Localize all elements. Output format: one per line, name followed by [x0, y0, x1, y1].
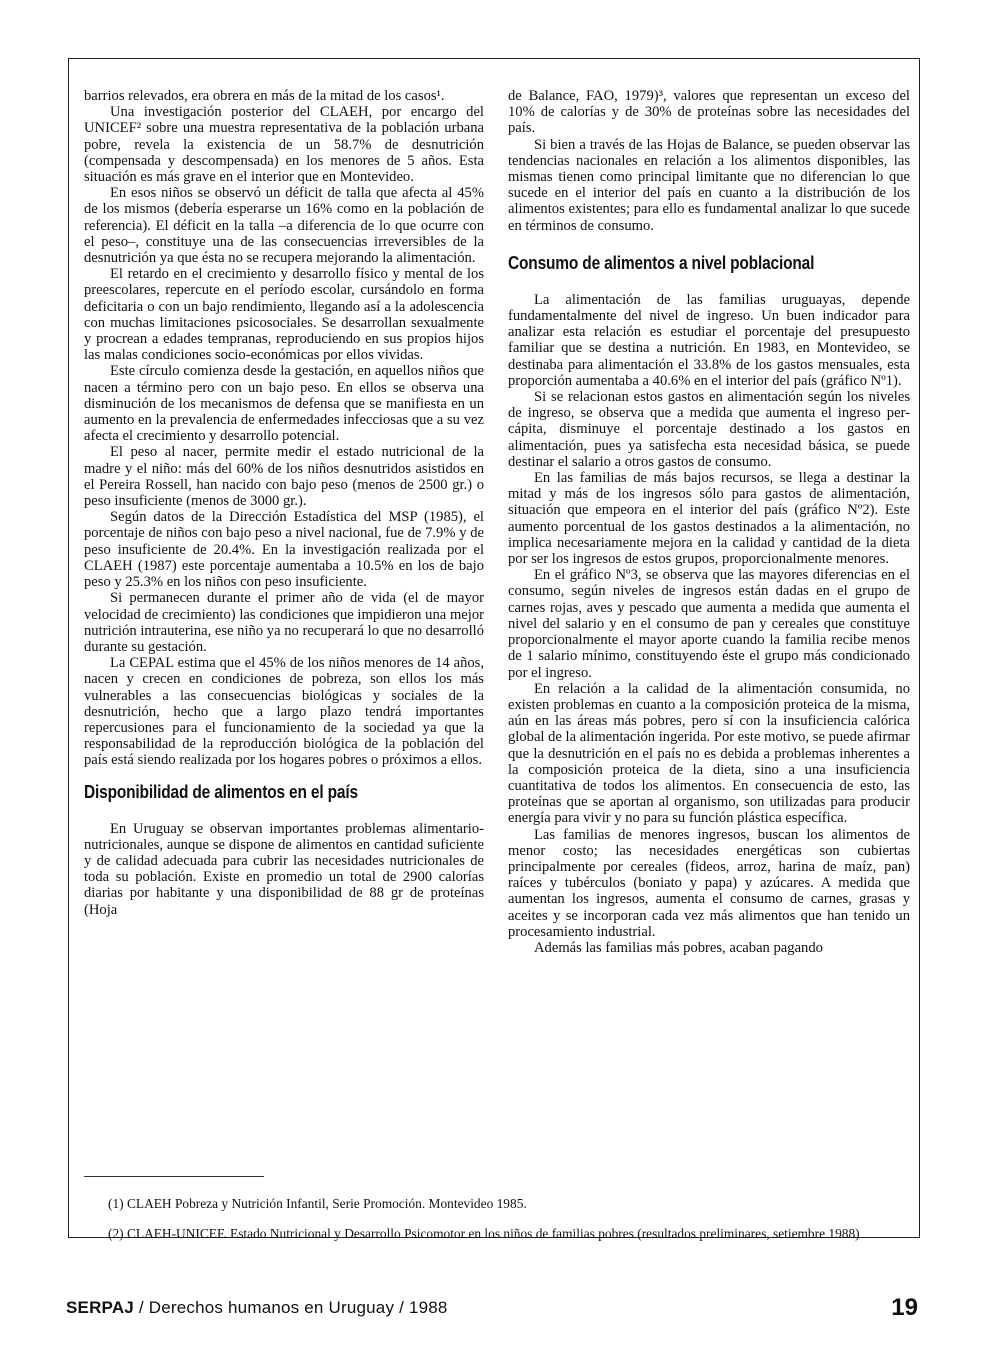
paragraph: Si se relacionan estos gastos en alimentación según los niveles de ingreso, se observa que a medida que aumenta el ingreso per-cápita, disminuye el porcentaje destinado a los gastos en alimentación, pues ya satisfecha esta necesidad básica, se puede destinar el salario a otros gastos de consumo. — [508, 389, 910, 470]
section-heading-consumo: Consumo de alimentos a nivel poblacional — [508, 252, 815, 273]
right-column — [508, 88, 910, 956]
section-heading-disponibilidad: Disponibilidad de alimentos en el país — [84, 781, 358, 802]
paragraph: En el gráfico Nº3, se observa que las mayores diferencias en el consumo, según niveles de ingresos están dadas en el grupo de carnes rojas, aves y pescado que aumenta a medida que aumenta el nivel del salario y en el consumo de pan y cereales que constituye proporcionalmente el mayor aporte cuando la familia recibe menos de 1 salario mínimo, constituyendo éste el grupo más condicionado por el ingreso. — [508, 567, 910, 681]
paragraph: En Uruguay se observan importantes problemas alimentario-nutricionales, aunque se dispone de alimentos en cantidad suficiente y de calidad adecuada para cubrir las necesidades nutricionales de toda su población. Existe en promedio un total de 2900 calorías diarias por habitante y una disponibilidad de 88 gr de proteínas (Hoja — [84, 820, 484, 918]
paragraph: La alimentación de las familias uruguayas, depende fundamentalmente del nivel de ingreso. Un buen indicador para analizar esta relación es estudiar el porcentaje del presupuesto familiar que se destina a nutrición. En 1983, en Montevideo, se destinaba para alimentación el 33.8% de los gastos mensuales, esta proporción aumentaba a 40.6% en el interior del país (gráfico Nº1). — [508, 291, 910, 389]
page-footer — [66, 1294, 920, 1321]
paragraph: Este círculo comienza desde la gestación, en aquellos niños que nacen a término pero con un bajo peso. En ellos se observa una disminución de los mecanismos de defensa que se manifiesta en un aumento en la prevalencia de enfermedades infecciosas que a su vez afecta el crecimiento y desarrollo potencial. — [84, 363, 484, 445]
paragraph: Además las familias más pobres, acaban pagando — [534, 939, 823, 956]
footer-publication: / Derechos humanos en Uruguay / 1988 — [133, 1298, 448, 1317]
footnote-divider — [84, 1176, 264, 1177]
paragraph: En relación a la calidad de la alimentación consumida, no existen problemas en cuanto a la composición proteica de la misma, aún en las áreas más pobres, pero sí con la insuficiencia calórica global de la alimentación ingerida. Por este motivo, se puede afirmar que la desnutrición en el país no es debida a problemas inherentes a la composición proteica de la dieta, sino a una insuficiencia cuantitativa de todos los alimentos. En consecuencia de esto, las proteínas que se aportan al organismo, son utilizadas para producir energía para vivir y no para su función plástica específica. — [508, 680, 911, 827]
footer-title — [66, 1298, 448, 1317]
paragraph: Las familias de menores ingresos, buscan los alimentos de menor costo; las necesidades energéticas son cubiertas principalmente por cereales (fideos, arroz, harina de maíz, pan) raíces y tubérculos (boniato y papa) y azúcares. A medida que aumentan los ingresos, aumenta el consumo de carnes, grasas y aceites y se incorporan cada vez más alimentos que han tenido un procesamiento industrial. — [508, 826, 910, 940]
paragraph: de Balance, FAO, 1979)³, valores que representan un exceso del 10% de calorías y de 30% de proteínas sobre las necesidades del país. — [508, 88, 910, 137]
paragraph: Si permanecen durante el primer año de vida (el de mayor velocidad de crecimiento) las condiciones que impidieron una mejor nutrición intrauterina, ese niño ya no recuperará lo que no desarrolló durante su gestación. — [84, 590, 484, 655]
left-column — [84, 88, 484, 918]
paragraph: Una investigación posterior del CLAEH, por encargo del UNICEF² sobre una muestra representativa de la población urbana pobre, revela la existencia de un 58.7% de desnutrición (compensada y descompensada) en los menores de 5 años. Esta situación es más grave en el interior que en Montevideo. — [84, 104, 484, 186]
paragraph: Si bien a través de las Hojas de Balance, se pueden observar las tendencias nacionales en relación a los alimentos disponibles, las mismas tienen como principal limitante que no diferencian lo que sucede en el interior del país en cuanto a la distribución de los alimentos existentes; para ello es fundamental analizar lo que sucede en términos de consumo. — [508, 136, 910, 234]
paragraph: Según datos de la Dirección Estadística del MSP (1985), el porcentaje de niños con bajo peso a nivel nacional, fue de 7.9% y de peso insuficiente de 20.4%. En la investigación realizada por el CLAEH (1987) este porcentaje aumentaba a 10.5% en los de bajo peso y 25.3% en los niños con peso insuficiente. — [84, 509, 484, 591]
paragraph: En las familias de más bajos recursos, se llega a destinar la mitad y más de los ingresos sólo para gastos de alimentación, situación que empeora en el interior del país (gráfico Nº2). Este aumento porcentual de los gastos destinados a la alimentación, no implica necesariamente mejora en la calidad y cantidad de la dieta por ser los ingresos de estos grupos, proporcionalmente menores. — [508, 470, 910, 568]
footnote-1: (1) CLAEH Pobreza y Nutrición Infantil, Serie Promoción. Montevideo 1985. — [108, 1196, 527, 1211]
paragraph: La CEPAL estima que el 45% de los niños menores de 14 años, nacen y crecen en condiciones de pobreza, son ellos los más vulnerables a las consecuencias biológicas y sociales de la desnutrición, hecho que a largo plazo tendrá importantes repercusiones para el funcionamiento de la sociedad ya que la responsabilidad de la reproducción biológica de la población del país está siendo realizada por los hogares pobres o próximos a ellos. — [84, 655, 484, 769]
footer-org: SERPAJ — [66, 1298, 134, 1317]
footnote-2: (2) CLAEH-UNICEF. Estado Nutricional y Desarrollo Psicomotor en los niños de familias pobres (resultados preliminares, setiembre 1988) — [108, 1226, 860, 1241]
paragraph: barrios relevados, era obrera en más de la mitad de los casos¹. — [84, 88, 445, 104]
page-number: 19 — [891, 1294, 918, 1321]
paragraph: En esos niños se observó un déficit de talla que afecta al 45% de los mismos (debería esperarse un 16% como en la población de referencia). El déficit en la talla –a diferencia de lo que ocurre con el peso–, constituye una de las consecuencias irreversibles de la desnutrición ya que ésta no se recupera mejorando la alimentación. — [84, 185, 484, 267]
paragraph: El peso al nacer, permite medir el estado nutricional de la madre y el niño: más del 60% de los niños desnutridos asistidos en el Pereira Rossell, han nacido con bajo peso (menos de 2500 gr.) o peso insuficiente (menos de 3000 gr.). — [84, 444, 484, 510]
paragraph: El retardo en el crecimiento y desarrollo físico y mental de los preescolares, repercute en el período escolar, cursándolo en forma deficitaria o con un bajo rendimiento, llegando así a la adolescencia con muchas limitaciones psicosociales. Se desarrollan sexualmente y procrean a edades tempranas, reproduciendo en sus propios hijos las malas condiciones socio-económicas por ellos vividas. — [84, 266, 484, 364]
footnotes — [84, 1196, 910, 1256]
